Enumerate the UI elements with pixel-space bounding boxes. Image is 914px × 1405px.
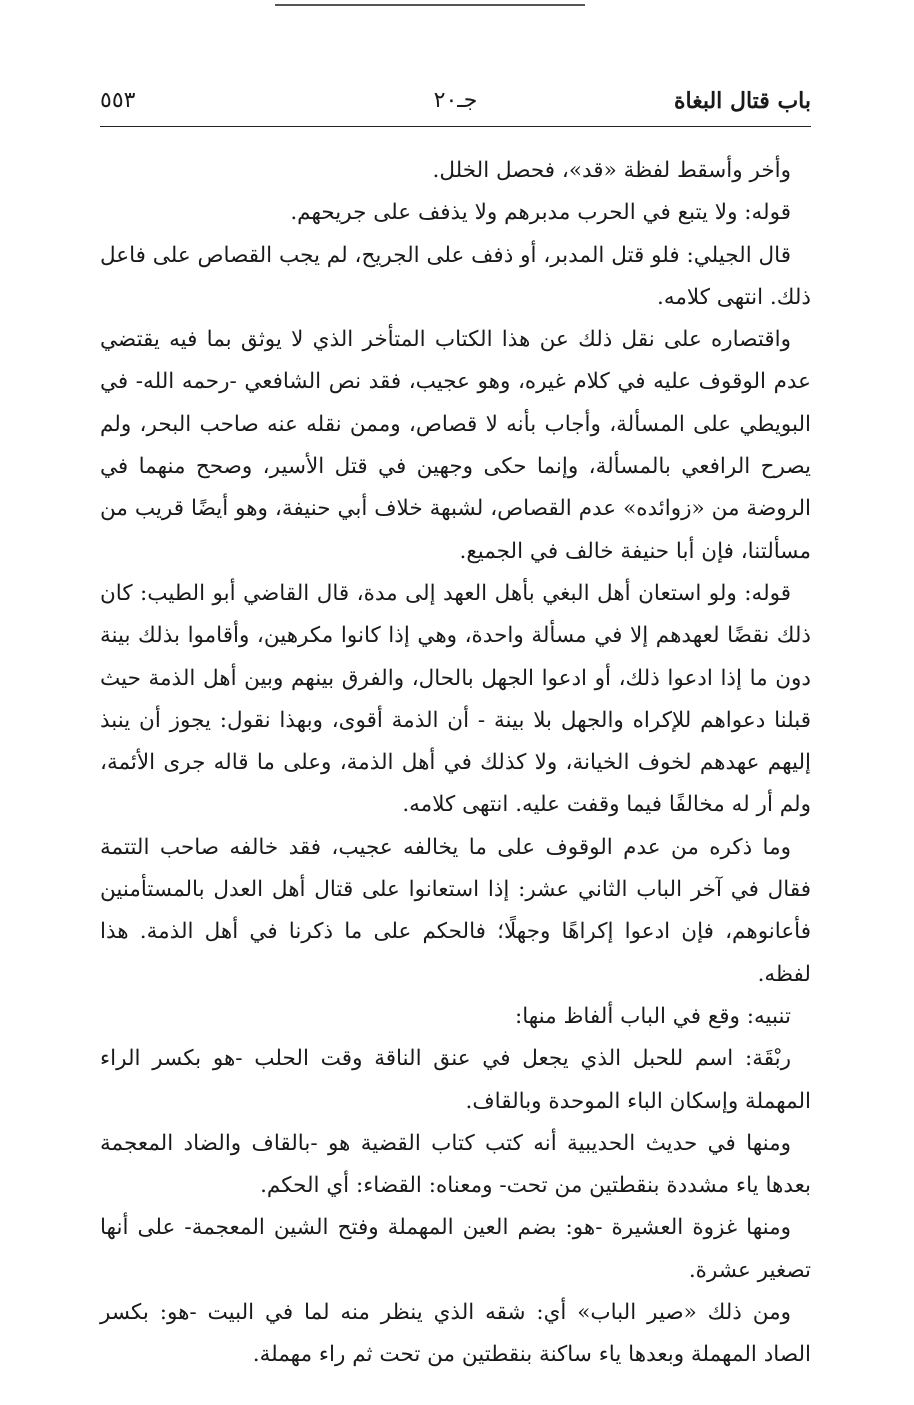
chapter-title: باب قتال البغاة	[674, 88, 811, 114]
paragraph: واقتصاره على نقل ذلك عن هذا الكتاب المتأخر الذي لا يوثق بما فيه يقتضي عدم الوقوف عليه في كلام غيره، وهو عجيب، فقد نص الشافعي -رحمه الله- في البويطي على المسألة، وأجاب بأنه لا قصاص، وممن نقله عنه صاحب البحر، ولم يصرح الرافعي بالمسألة، وإنما حكى وجهين في قتل الأسير، وصحح منهما في الروضة من «زوائده» عدم القصاص، لشبهة خلاف أبي حنيفة، وهو أيضًا قريب من مسألتنا، فإن أبا حنيفة خالف في الجميع.	[100, 327, 811, 564]
top-decorative-rule	[275, 4, 585, 6]
paragraph: وأخر وأسقط لفظة «قد»، فحصل الخلل.	[432, 158, 791, 183]
page-body	[100, 150, 811, 1377]
paragraph: ومنها غزوة العشيرة -هو: بضم العين المهملة وفتح الشين المعجمة- على أنها تصغير عشرة.	[100, 1215, 811, 1283]
paragraph: قوله: ولو استعان أهل البغي بأهل العهد إلى مدة، قال القاضي أبو الطيب: كان ذلك نقضًا لعهدهم إلا في مسألة واحدة، وهي إذا كانوا مكرهين، وأقاموا بذلك بينة دون ما إذا ادعوا ذلك، أو ادعوا الجهل بالحال، والفرق بينهم وبين أهل الذمة حيث قبلنا دعواهم للإكراه والجهل بلا بينة - أن الذمة أقوى، وبهذا نقول: يجوز أن ينبذ إليهم عهدهم لخوف الخيانة، ولا كذلك في أهل الذمة، وعلى ما قاله جرى الأئمة، ولم أر له مخالفًا فيما وقفت عليه. انتهى كلامه.	[100, 580, 811, 818]
page-header	[100, 88, 811, 120]
paragraph: ومن ذلك «صير الباب» أي: شقه الذي ينظر منه لما في البيت -هو: بكسر الصاد المهملة وبعدها ياء ساكنة بنقطتين من تحت ثم راء مهملة.	[100, 1300, 811, 1368]
paragraph: تنبيه: وقع في الباب ألفاظ منها:	[514, 1003, 791, 1029]
header-divider	[100, 126, 811, 127]
page-number: ٥٥٣	[100, 88, 136, 113]
paragraph: قال الجيلي: فلو قتل المدبر، أو ذفف على الجريح، لم يجب القصاص على فاعل ذلك. انتهى كلامه.	[100, 242, 811, 310]
paragraph: وما ذكره من عدم الوقوف على ما يخالفه عجيب، فقد خالفه صاحب التتمة فقال في آخر الباب الثاني عشر: إذا استعانوا على قتال أهل العدل بالمستأمنين فأعانوهم، فإن ادعوا إكراهًا وجهلًا؛ فالحكم على ما ذكرنا في أهل الذمة. هذا لفظه.	[100, 834, 811, 987]
volume-number: جـ٢٠	[433, 88, 478, 113]
paragraph: ربْقَة: اسم للحبل الذي يجعل في عنق الناقة وقت الحلب -هو بكسر الراء المهملة وإسكان الباء الموحدة وبالقاف.	[100, 1046, 811, 1114]
paragraph: ومنها في حديث الحديبية أنه كتب كتاب القضية هو -بالقاف والضاد المعجمة بعدها ياء مشددة بنقطتين من تحت- ومعناه: القضاء: أي الحكم.	[100, 1130, 811, 1199]
paragraph: قوله: ولا يتبع في الحرب مدبرهم ولا يذفف على جريحهم.	[290, 200, 791, 226]
